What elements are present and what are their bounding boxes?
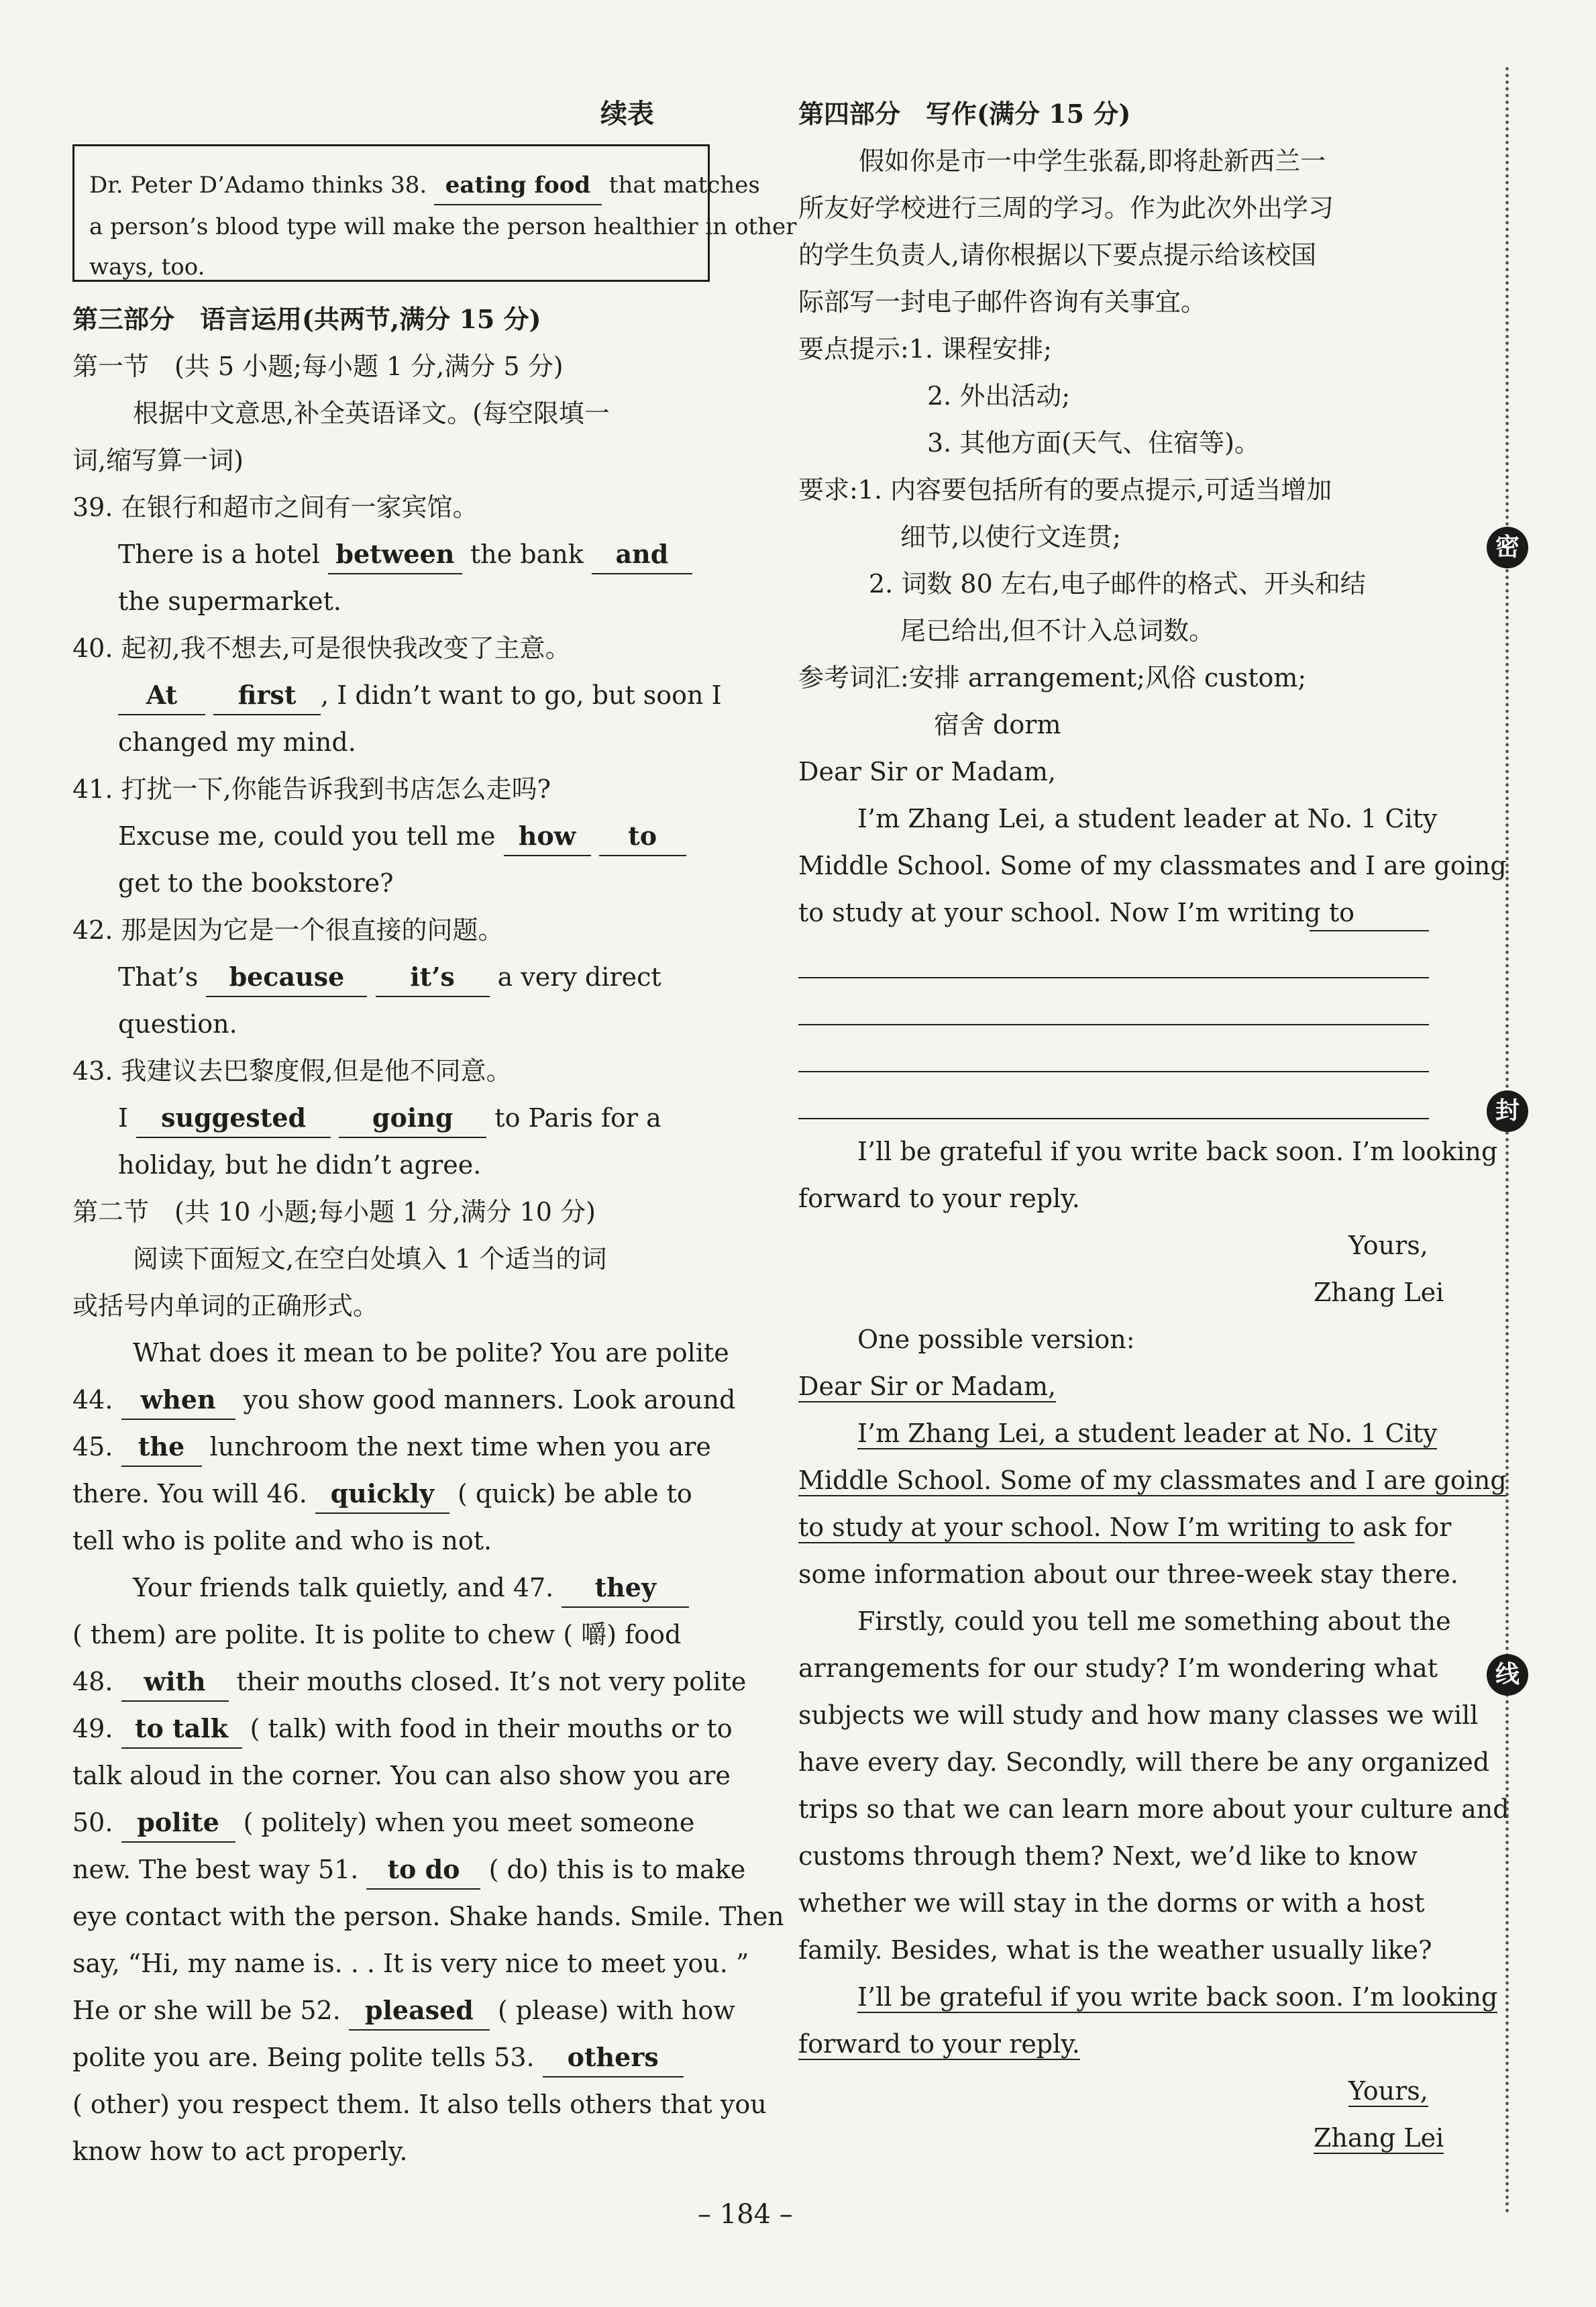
answer-39b: and: [592, 535, 692, 574]
part3-heading: 第三部分 语言运用(共两节,满分 15 分): [72, 304, 541, 334]
requirement-2: 2. 词数 80 左右,电子邮件的格式、开头和结: [869, 569, 1366, 599]
answer-41b: to: [599, 817, 686, 856]
version-line-6: arrangements for our study? I’m wondering what: [798, 1653, 1438, 1683]
passage-line-10: talk aloud in the corner. You can also show you are: [72, 1761, 731, 1790]
version-line-8: have every day. Secondly, will there be any organized: [798, 1747, 1490, 1777]
answer-48: with: [121, 1663, 229, 1702]
q41-english-2: get to the bookstore?: [118, 868, 394, 898]
q41-english: Excuse me, could you tell me how to: [118, 816, 686, 856]
passage-line-15: He or she will be 52. pleased ( please) with how: [72, 1990, 735, 2031]
answer-53: others: [543, 2039, 684, 2078]
version-line-13: I’ll be grateful if you write back soon. I’m looking: [857, 1982, 1498, 2012]
answer-41a: how: [504, 817, 591, 856]
q40-english: At first , I didn’t want to go, but soon I: [118, 675, 722, 715]
sec1-heading: 第一节 (共 5 小题;每小题 1 分,满分 5 分): [72, 352, 564, 381]
q43-english-2: holiday, but he didn’t agree.: [118, 1150, 482, 1180]
passage-line-1: What does it mean to be polite? You are polite: [133, 1338, 729, 1368]
answer-49: to talk: [121, 1710, 242, 1749]
answer-38: eating food: [434, 166, 602, 205]
answer-52: pleased: [349, 1992, 490, 2031]
passage-line-11: 50. polite ( politely) when you meet someone: [72, 1802, 694, 1843]
answer-43b: going: [339, 1099, 486, 1138]
passage-line-14: say, “Hi, my name is. . . It is very nice to meet you. ”: [72, 1949, 749, 1978]
closing-line-1: I’ll be grateful if you write back soon. I’m looking: [857, 1137, 1498, 1166]
answer-box: [72, 144, 797, 282]
writing-line: [798, 1071, 1429, 1072]
answer-46: quickly: [315, 1475, 449, 1514]
opening-line-1: I’m Zhang Lei, a student leader at No. 1 City: [857, 804, 1438, 833]
passage-line-8: 48. with their mouths closed. It’s not very polite: [72, 1661, 746, 1702]
version-line-9: trips so that we can learn more about your culture and: [798, 1794, 1509, 1824]
passage-line-12: new. The best way 51. to do ( do) this is to make: [72, 1849, 745, 1890]
prompt-line-2: 所友好学校进行三周的学习。作为此次外出学习: [798, 193, 1334, 223]
sec2-heading: 第二节 (共 10 小题;每小题 1 分,满分 10 分): [72, 1197, 596, 1227]
version-line-5: Firstly, could you tell me something about the: [857, 1606, 1451, 1636]
continued-title: 续表: [600, 98, 654, 130]
q43-english: I suggested going to Paris for a: [118, 1098, 661, 1138]
answer-39a: between: [328, 535, 462, 574]
part4-heading: 第四部分 写作(满分 15 分): [798, 99, 1131, 129]
version-line-4: some information about our three-week stay there.: [798, 1559, 1458, 1589]
writing-line: [798, 1118, 1429, 1119]
box-line-1: Dr. Peter D’Adamo thinks 38. eating food that matches: [89, 165, 760, 205]
answer-40b: first: [213, 676, 321, 715]
q42-chinese: 42. 那是因为它是一个很直接的问题。: [72, 915, 504, 945]
q41-chinese: 41. 打扰一下,你能告诉我到书店怎么走吗?: [72, 774, 551, 804]
passage-line-4: there. You will 46. quickly ( quick) be able to: [72, 1474, 692, 1514]
passage-line-3: 45. the lunchroom the next time when you are: [72, 1427, 711, 1467]
closing-line-2: forward to your reply.: [798, 1184, 1080, 1213]
sec2-instruction-2: 或括号内单词的正确形式。: [72, 1291, 379, 1321]
opening-line-3: to study at your school. Now I’m writing to: [798, 898, 1354, 927]
passage-line-2: 44. when you show good manners. Look around: [72, 1380, 735, 1420]
answer-50: polite: [121, 1804, 235, 1843]
q39-chinese: 39. 在银行和超市之间有一家宾馆。: [72, 493, 478, 522]
version-line-12: family. Besides, what is the weather usually like?: [798, 1935, 1432, 1965]
point-3: 3. 其他方面(天气、住宿等)。: [927, 428, 1260, 458]
requirement-1b: 细节,以使行文连贯;: [900, 522, 1121, 552]
passage-line-16: polite you are. Being polite tells 53. others: [72, 2037, 684, 2078]
writing-blank: [1310, 930, 1429, 931]
answer-40a: At: [118, 676, 205, 715]
q39-english: There is a hotel between the bank and: [118, 534, 692, 574]
seal-xian: 线: [1487, 1654, 1528, 1696]
passage-line-18: know how to act properly.: [72, 2137, 408, 2166]
passage-line-5: tell who is polite and who is not.: [72, 1526, 492, 1555]
requirement-1: 要求:1. 内容要包括所有的要点提示,可适当增加: [798, 475, 1332, 505]
q40-chinese: 40. 起初,我不想去,可是很快我改变了主意。: [72, 633, 571, 663]
answer-45: the: [121, 1428, 202, 1467]
signature: Zhang Lei: [1314, 1278, 1444, 1307]
q43-chinese: 43. 我建议去巴黎度假,但是他不同意。: [72, 1056, 512, 1086]
answer-44: when: [121, 1381, 235, 1420]
passage-line-7: ( them) are polite. It is polite to chew ( 嚼) food: [72, 1620, 682, 1649]
point-2: 2. 外出活动;: [927, 381, 1071, 411]
answer-42a: because: [206, 958, 367, 997]
seal-mi: 密: [1487, 527, 1528, 568]
version-line-2: Middle School. Some of my classmates and I are going: [798, 1466, 1507, 1495]
possible-version-label: One possible version:: [857, 1325, 1135, 1354]
page-number: – 184 –: [698, 2199, 793, 2230]
version-signature: Zhang Lei: [1314, 2123, 1444, 2153]
requirement-2b: 尾已给出,但不计入总词数。: [900, 616, 1215, 646]
q40-english-2: changed my mind.: [118, 727, 356, 757]
prompt-line-3: 的学生负责人,请你根据以下要点提示给该校国: [798, 240, 1317, 270]
prompt-line-4: 际部写一封电子邮件咨询有关事宜。: [798, 287, 1207, 317]
version-line-1: I’m Zhang Lei, a student leader at No. 1 City: [857, 1419, 1438, 1448]
vocab-line-1: 参考词汇:安排 arrangement;风俗 custom;: [798, 663, 1307, 693]
passage-line-6: Your friends talk quietly, and 47. they: [133, 1568, 689, 1608]
seal-feng: 封: [1487, 1090, 1528, 1132]
answer-47: they: [562, 1569, 689, 1608]
vocab-line-2: 宿舍 dorm: [934, 710, 1061, 739]
answer-42b: it’s: [376, 958, 490, 997]
version-salutation: Dear Sir or Madam,: [798, 1372, 1057, 1401]
prompt-line-1: 假如你是市一中学生张磊,即将赴新西兰一: [859, 146, 1326, 176]
salutation: Dear Sir or Madam,: [798, 757, 1057, 786]
box-line-2: a person’s blood type will make the person healthier in other: [89, 213, 797, 240]
passage-line-17: ( other) you respect them. It also tells others that you: [72, 2090, 767, 2119]
sec1-instruction-2: 词,缩写算一词): [72, 446, 244, 475]
version-signoff: Yours,: [1348, 2076, 1428, 2106]
passage-line-13: eye contact with the person. Shake hands. Smile. Then: [72, 1902, 784, 1931]
q42-english-2: question.: [118, 1009, 237, 1039]
answer-51: to do: [366, 1851, 480, 1890]
box-line-3: ways, too.: [89, 254, 205, 280]
version-line-7: subjects we will study and how many classes we will: [798, 1700, 1479, 1730]
sec2-instruction: 阅读下面短文,在空白处填入 1 个适当的词: [133, 1244, 607, 1274]
points-label: 要点提示:1. 课程安排;: [798, 334, 1052, 364]
sec1-instruction: 根据中文意思,补全英语译文。(每空限填一: [133, 399, 610, 428]
version-line-10: customs through them? Next, we’d like to know: [798, 1841, 1418, 1871]
version-line-14: forward to your reply.: [798, 2029, 1080, 2059]
answer-43a: suggested: [136, 1099, 331, 1138]
binding-line: [1505, 67, 1509, 2214]
version-line-11: whether we will stay in the dorms or with a host: [798, 1888, 1425, 1918]
q39-english-2: the supermarket.: [118, 586, 341, 616]
signoff: Yours,: [1348, 1231, 1428, 1260]
version-line-3: to study at your school. Now I’m writing to ask for: [798, 1513, 1452, 1542]
opening-line-2: Middle School. Some of my classmates and I are going: [798, 851, 1507, 880]
writing-line: [798, 977, 1429, 978]
passage-line-9: 49. to talk ( talk) with food in their mouths or to: [72, 1708, 733, 1749]
q42-english: That’s because it’s a very direct: [118, 957, 661, 997]
writing-line: [798, 1024, 1429, 1025]
